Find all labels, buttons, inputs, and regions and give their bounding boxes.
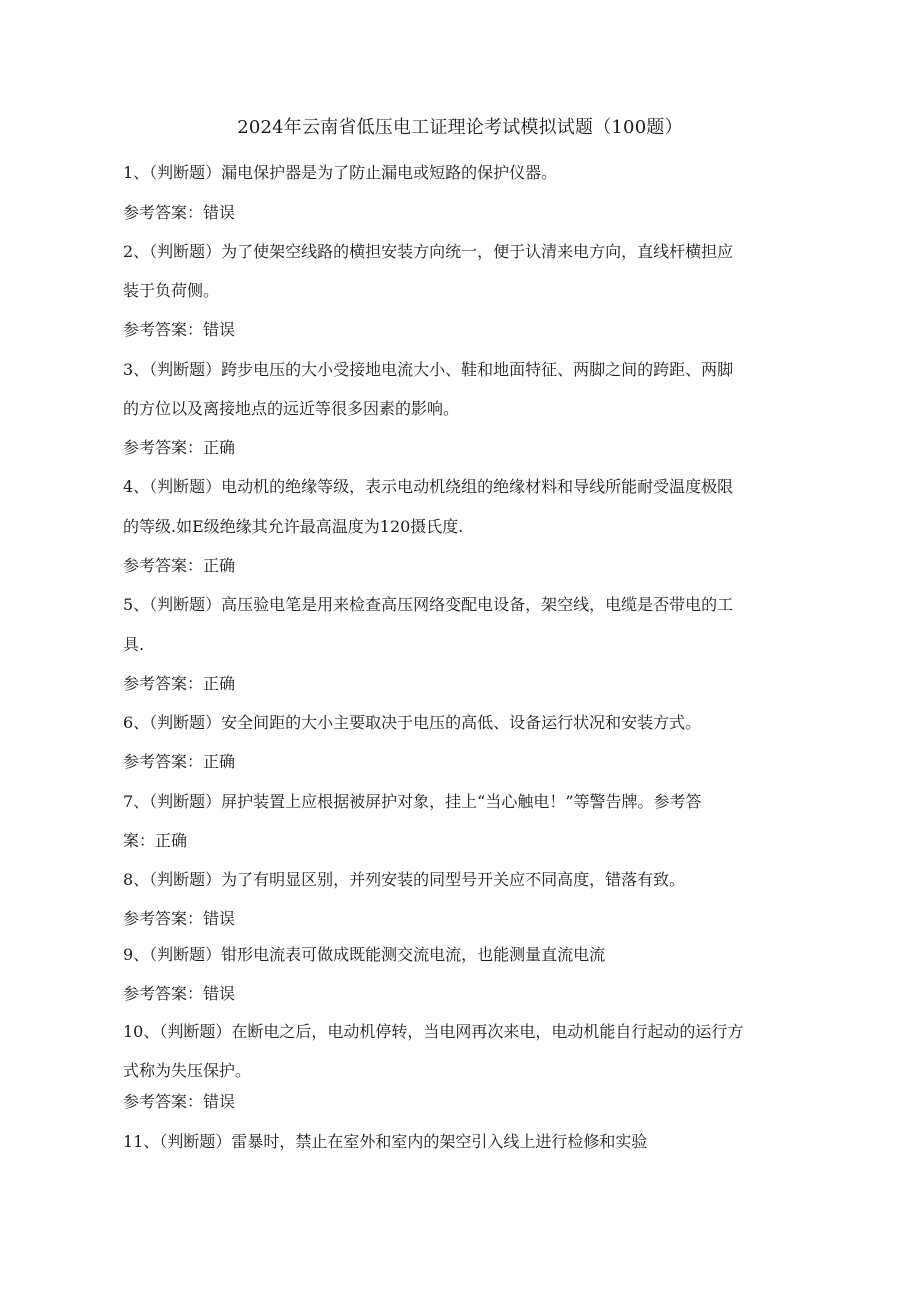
question-11-line-1: 11、（判断题）雷暴时，禁止在室外和室内的架空引入线上进行检修和实验 xyxy=(123,1132,648,1151)
answer-9: 参考答案：错误 xyxy=(123,984,236,1003)
question-1-line-1: 1、（判断题）漏电保护器是为了防止漏电或短路的保护仪器。 xyxy=(123,163,558,182)
answer-8: 参考答案：错误 xyxy=(123,909,236,928)
answer-4: 参考答案：正确 xyxy=(123,556,236,575)
question-8-line-1: 8、（判断题）为了有明显区别，并列安装的同型号开关应不同高度，错落有致。 xyxy=(123,870,686,889)
document-title: 2024年云南省低压电工证理论考试模拟试题（100题） xyxy=(237,117,683,138)
question-7-line-1: 7、（判断题）屏护装置上应根据被屏护对象，挂上“当心触电！”等警告牌。参考答 xyxy=(123,792,702,811)
question-9-line-1: 9、（判断题）钳形电流表可做成既能测交流电流，也能测量直流电流 xyxy=(123,945,606,964)
answer-6: 参考答案：正确 xyxy=(123,752,236,771)
question-4-line-1: 4、（判断题）电动机的绝缘等级，表示电动机绕组的绝缘材料和导线所能耐受温度极限 xyxy=(123,477,734,496)
question-3-line-2: 的方位以及离接地点的远近等很多因素的影响。 xyxy=(123,399,460,418)
question-10-line-1: 10、（判断题）在断电之后，电动机停转，当电网再次来电，电动机能自行起动的运行方 xyxy=(123,1022,744,1041)
question-3-line-1: 3、（判断题）跨步电压的大小受接地电流大小、鞋和地面特征、两脚之间的跨距、两脚 xyxy=(123,360,734,379)
question-6-line-1: 6、（判断题）安全间距的大小主要取决于电压的高低、设备运行状况和安装方式。 xyxy=(123,713,702,732)
question-2-line-1: 2、（判断题）为了使架空线路的横担安装方向统一，便于认清来电方向，直线杆横担应 xyxy=(123,242,734,261)
question-5-line-1: 5、（判断题）高压验电笔是用来检查高压网络变配电设备，架空线，电缆是否带电的工 xyxy=(123,595,734,614)
answer-5: 参考答案：正确 xyxy=(123,674,236,693)
question-5-line-2: 具. xyxy=(123,635,145,654)
question-10-line-2: 式称为失压保护。 xyxy=(123,1061,252,1080)
answer-10: 参考答案：错误 xyxy=(123,1092,236,1111)
question-7-line-2: 案：正确 xyxy=(123,831,188,850)
question-4-line-2: 的等级.如E级绝缘其允许最高温度为120摄氏度. xyxy=(123,517,464,536)
question-2-line-2: 装于负荷侧。 xyxy=(123,281,220,300)
answer-3: 参考答案：正确 xyxy=(123,438,236,457)
answer-1: 参考答案：错误 xyxy=(123,203,236,222)
answer-2: 参考答案：错误 xyxy=(123,320,236,339)
